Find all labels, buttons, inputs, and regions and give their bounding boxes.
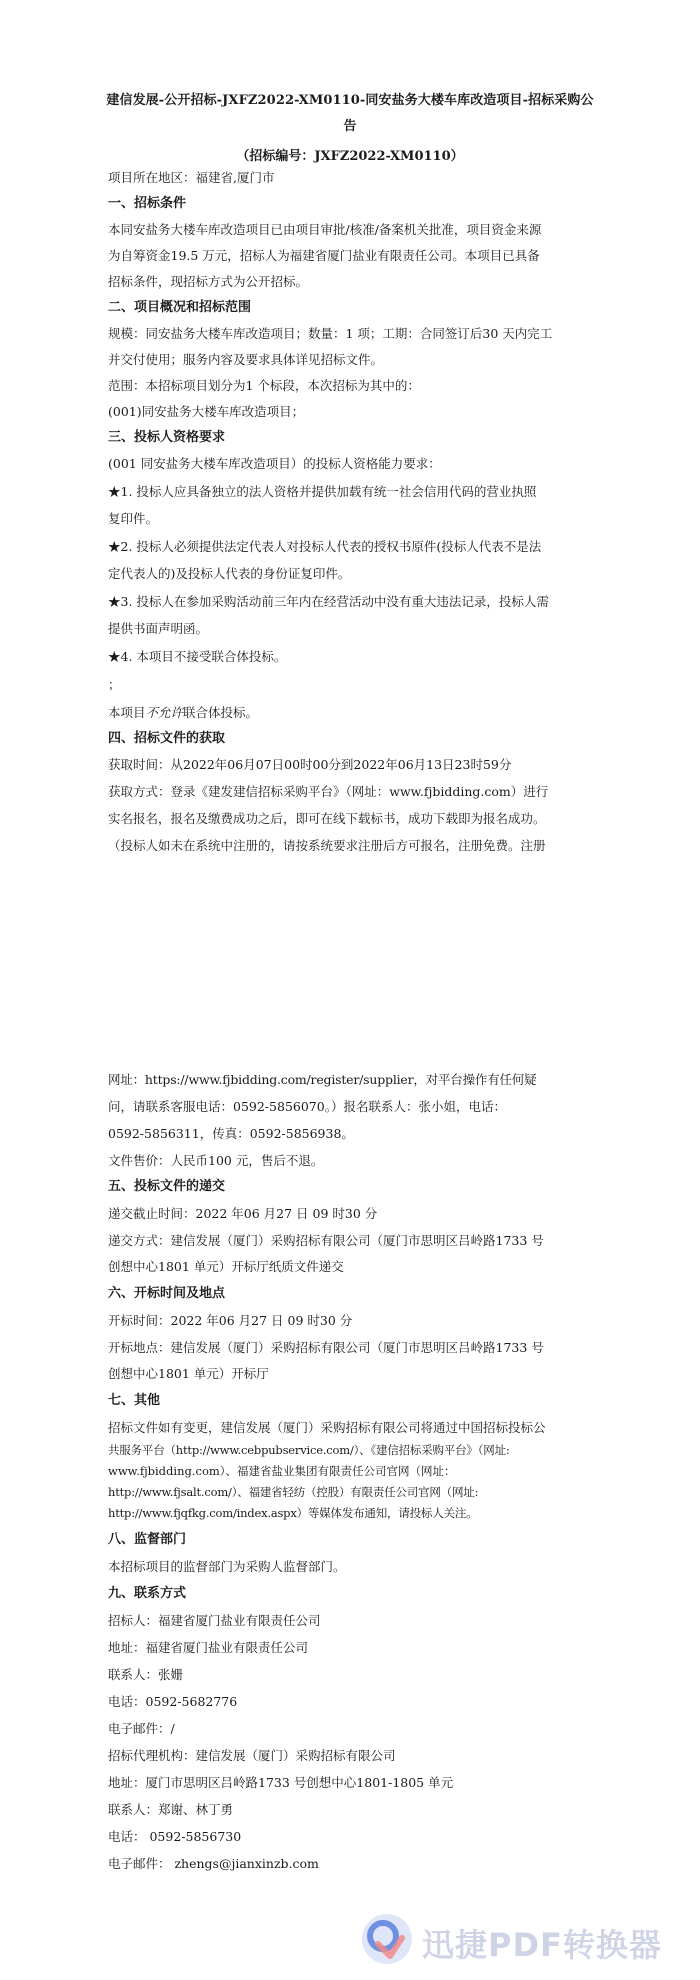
contact-line: 地址：厦门市思明区吕岭路1733 号创想中心1801-1805 单元: [108, 1775, 454, 1790]
requirement-2-line: ★2. 投标人必须提供法定代表人对投标人代表的授权书原件(投标人代表不是法: [108, 539, 542, 554]
section-5-heading: 五、投标文件的递交: [108, 1179, 226, 1194]
s6-paragraph-line: 开标地点：建信发展（厦门）采购招标有限公司（厦门市思明区吕岭路1733 号: [108, 1340, 544, 1355]
contact-line: 招标代理机构：建信发展（厦门）采购招标有限公司: [108, 1748, 396, 1763]
s6-paragraph-line: 创想中心1801 单元）开标厅: [108, 1366, 269, 1381]
requirement-1-line: 复印件。: [108, 511, 159, 526]
s2-paragraph-line: 规模：同安盐务大楼车库改造项目；数量：1 项；工期：合同签订后30 天内完工: [108, 326, 553, 341]
s7-paragraph-line: www.fjbidding.com）、福建省盐业集团有限责任公司官网（网址：: [108, 1464, 456, 1478]
s4-paragraph-line: 获取时间：从2022年06月07日00时00分到2022年06月13日23时59分: [108, 757, 512, 772]
contact-line: 联系人：郑谢、林丁勇: [108, 1802, 234, 1817]
s4-paragraph-line: 实名报名，报名及缴费成功之后，即可在线下载标书，成功下载即为报名成功。: [108, 811, 546, 826]
pdf-converter-logo-icon: [360, 1912, 414, 1966]
section-4-heading: 四、招标文件的获取: [108, 731, 226, 746]
document-title: [96, 88, 604, 140]
s2-paragraph-line: 范围：本招标项目划分为1 个标段，本次招标为其中的：: [108, 378, 420, 393]
s7-paragraph-line: 招标文件如有变更，建信发展（厦门）采购招标有限公司将通过中国招标投标公: [108, 1420, 546, 1435]
contact-line: 电话：0592-5682776: [108, 1694, 238, 1709]
title-line-1: 建信发展-公开招标-JXFZ2022-XM0110-同安盐务大楼车库改造项目-招标采购公: [106, 93, 594, 108]
section-9-heading: 九、联系方式: [108, 1586, 187, 1601]
requirement-3-line: ★3. 投标人在参加采购活动前三年内在经营活动中没有重大违法记录，投标人需: [108, 594, 549, 609]
s5-paragraph-line: 创想中心1801 单元）开标厅纸质文件递交: [108, 1259, 344, 1274]
section-8-heading: 八、监督部门: [108, 1532, 187, 1547]
section-3-heading: 三、投标人资格要求: [108, 430, 226, 445]
s8-paragraph-line: 本招标项目的监督部门为采购人监督部门。: [108, 1559, 346, 1574]
s2-paragraph-line: (001)同安盐务大楼车库改造项目；: [108, 404, 305, 419]
requirement-2-line: 定代表人的)及投标人代表的身份证复印件。: [108, 566, 351, 581]
requirement-1-line: ★1. 投标人应具备独立的法人资格并提供加载有统一社会信用代码的营业执照: [108, 484, 537, 499]
s1-paragraph-line: 本同安盐务大楼车库改造项目已由项目审批/核准/备案机关批准，项目资金来源: [108, 222, 542, 237]
title-line-2: 告: [343, 119, 357, 134]
requirement-3-line: 提供书面声明函。: [108, 621, 209, 636]
s7-paragraph-line: http://www.fjqfkg.com/index.aspx）等媒体发布通知，请投标人关注。: [108, 1506, 478, 1520]
s5-paragraph-line: 递交方式：建信发展（厦门）采购招标有限公司（厦门市思明区吕岭路1733 号: [108, 1233, 544, 1248]
section-7-heading: 七、其他: [108, 1393, 161, 1408]
s4-paragraph-line: 文件售价：人民币100 元，售后不退。: [108, 1153, 324, 1168]
contact-line: 招标人：福建省厦门盐业有限责任公司: [108, 1613, 321, 1628]
section-2-heading: 二、项目概况和招标范围: [108, 300, 252, 315]
s4-paragraph-line: 获取方式：登录《建发建信招标采购平台》（网址：www.fjbidding.com）进行: [108, 784, 549, 799]
section-1-heading: 一、招标条件: [108, 196, 187, 211]
consortium-note-post: 联合体投标。: [183, 705, 259, 720]
s4-paragraph-line: 0592-5856311，传真：0592-5856938。: [108, 1126, 354, 1141]
contact-line: 电话： 0592-5856730: [108, 1829, 242, 1844]
s7-paragraph-line: http://www.fjsalt.com/）、福建省轻纺（控股）有限责任公司官网（网址:: [108, 1485, 479, 1499]
watermark-text: 迅捷PDF转换器: [422, 1926, 662, 1964]
s4-paragraph-line: 问，请联系客服电话：0592-5856070。）报名联系人：张小姐，电话：: [108, 1099, 506, 1114]
contact-line: 地址：福建省厦门盐业有限责任公司: [108, 1640, 309, 1655]
bid-number: （招标编号：JXFZ2022-XM0110）: [236, 149, 464, 164]
requirement-4-line: ★4. 本项目不接受联合体投标。: [108, 649, 287, 664]
s1-paragraph-line: 为自筹资金19.5 万元，招标人为福建省厦门盐业有限责任公司。本项目已具备: [108, 248, 540, 263]
s5-paragraph-line: 递交截止时间：2022 年06 月27 日 09 时30 分: [108, 1206, 378, 1221]
s7-paragraph-line: 共服务平台（http://www.cebpubservice.com/）、《建信招标采购平台》（网址:: [108, 1443, 510, 1457]
watermark: [360, 1910, 690, 1970]
consortium-note-em: 不允许: [145, 705, 184, 720]
s1-paragraph-line: 招标条件，现招标方式为公开招标。: [108, 274, 309, 289]
contact-line: 联系人：张姗: [108, 1667, 184, 1682]
s4-paragraph-line: 网址：https://www.fjbidding.com/register/supplier，对平台操作有任何疑: [108, 1072, 537, 1087]
contact-line: 电子邮件： zhengs@jianxinzb.com: [108, 1856, 319, 1871]
s4-paragraph-line: （投标人如未在系统中注册的，请按系统要求注册后方可报名，注册免费。注册: [108, 838, 546, 853]
consortium-note-pre: 本项目: [108, 705, 146, 720]
contact-line: 电子邮件：/: [108, 1721, 175, 1736]
semicolon: ；: [108, 677, 121, 692]
consortium-note: [108, 703, 258, 723]
s6-paragraph-line: 开标时间：2022 年06 月27 日 09 时30 分: [108, 1313, 353, 1328]
s2-paragraph-line: 并交付使用；服务内容及要求具体详见招标文件。: [108, 352, 384, 367]
section-6-heading: 六、开标时间及地点: [108, 1286, 226, 1301]
s3-paragraph-line: (001 同安盐务大楼车库改造项目）的投标人资格能力要求：: [108, 456, 441, 471]
project-location: 项目所在地区：福建省,厦门市: [108, 170, 275, 185]
